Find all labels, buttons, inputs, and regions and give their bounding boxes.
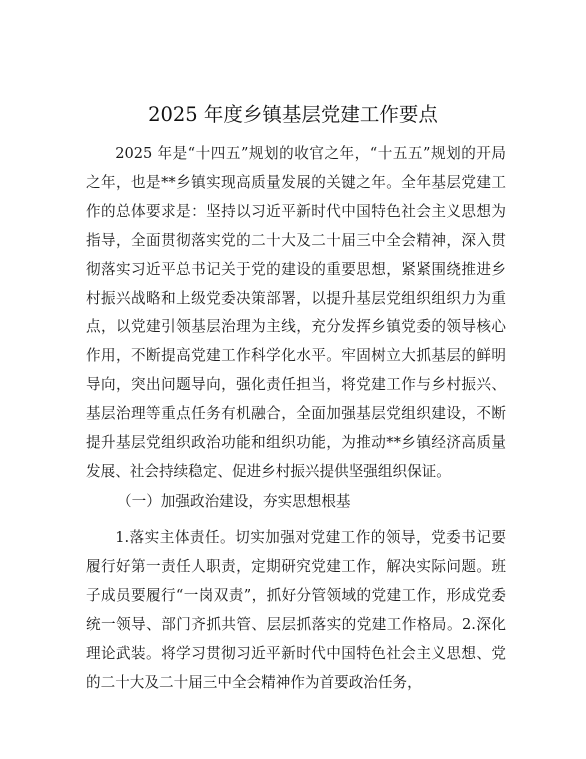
section-body-paragraph: 1.落实主体责任。切实加强对党建工作的领导，党委书记要履行好第一责任人职责，定期研究党建工作，解决实际问题。班子成员要履行“一岗双责”，抓好分管领域的党建工作，形成党委统一领导、部门齐抓共管、层层抓落实的党建工作格局。2.深化理论武装。将学习贯彻习近平新时代中国特色社会主义思想、党的二十大及二十届三中全会精神作为首要政治任务， (86, 529, 506, 691)
document-title: 2025 年度乡镇基层党建工作要点 (148, 103, 438, 126)
section-heading: （一）加强政治建设，夯实思想根基 (117, 493, 351, 510)
intro-paragraph: 2025 年是“十四五”规划的收官之年，“十五五”规划的开局之年，也是**乡镇实现高质量发展的关键之年。全年基层党建工作的总体要求是：坚持以习近平新时代中国特色社会主义思想为指导，全面贯彻落实党的二十大及二十届三中全会精神，深入贯彻落实习近平总书记关于党的建设的重要思想，紧紧围绕推进乡村振兴战略和上级党委决策部署，以提升基层党组织组织力为重点，以党建引领基层治理为主线，充分发挥乡镇党委的领导核心作用，不断提高党建工作科学化水平。牢固树立大抓基层的鲜明导向，突出问题导向，强化责任担当，将党建工作与乡村振兴、基层治理等重点任务有机融合，全面加强基层党组织建设，不断提升基层党组织政治功能和组织功能，为推动**乡镇经济高质量发展、社会持续稳定、促进乡村振兴提供坚强组织保证。 (86, 145, 506, 480)
